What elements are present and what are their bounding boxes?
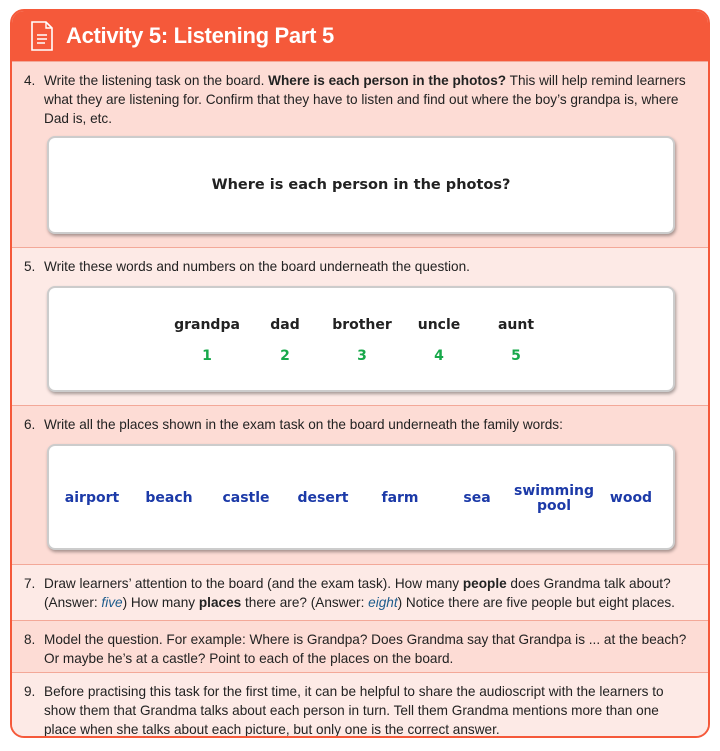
- whiteboard-family: [47, 286, 675, 392]
- family-word: grandpa: [174, 317, 240, 333]
- family-word: brother: [332, 317, 392, 333]
- step-number: 4.: [24, 73, 36, 88]
- answer-text: five: [101, 595, 123, 610]
- text-segment: Model the question. For example: Where is Grandpa? Does Grandma say that Grandpa is ... at the beach? Or maybe he’s at a castle? Point to each of the places on the board.: [44, 632, 687, 666]
- text-segment: Before practising this task for the first time, it can be helpful to share the audioscript with the learners to show them that Grandma talks about each person in turn. Tell them Grandma mentions more than one place when she talks about each picture, but only one is the correct answer.: [44, 684, 664, 737]
- activity-header: [12, 11, 708, 61]
- place-word: airport: [64, 490, 120, 506]
- step-text: [44, 257, 688, 276]
- text-segment: ) How many: [122, 595, 199, 610]
- step-4: [12, 61, 708, 247]
- text-segment: Write the listening task on the board.: [44, 73, 269, 88]
- step-5: [12, 247, 708, 405]
- step-8: [12, 620, 708, 672]
- step-9: [12, 672, 708, 738]
- step-text: [44, 415, 688, 434]
- step-number: 6.: [24, 417, 36, 432]
- text-segment: Write these words and numbers on the board underneath the question.: [44, 259, 470, 274]
- family-word: uncle: [417, 317, 461, 333]
- place-word: swimming pool: [514, 483, 595, 514]
- step-number: 9.: [24, 684, 36, 699]
- place-word: castle: [222, 490, 270, 506]
- text-segment: ) Notice there are five people but eight places.: [397, 595, 675, 610]
- board-question: Where is each person in the photos?: [211, 177, 511, 193]
- place-word: beach: [145, 490, 193, 506]
- text-segment: Draw learners’ attention to the board (and the exam task). How many: [44, 576, 463, 591]
- family-number: 3: [357, 348, 367, 364]
- activity-title: Activity 5: Listening Part 5: [66, 23, 334, 48]
- step-text: [44, 71, 688, 128]
- family-word: aunt: [497, 317, 535, 333]
- bold-text: people: [462, 576, 507, 591]
- step-7: [12, 564, 708, 620]
- place-word: wood: [609, 490, 653, 506]
- family-number: 4: [434, 348, 444, 364]
- family-word: dad: [270, 317, 300, 333]
- step-number: 8.: [24, 632, 36, 647]
- activity-card: [10, 9, 710, 738]
- text-segment: does Grandma talk about? (Answer:: [44, 576, 671, 610]
- step-number: 7.: [24, 576, 36, 591]
- whiteboard-question: [47, 136, 675, 234]
- step-number: 5.: [24, 259, 36, 274]
- text-segment: there are? (Answer:: [241, 595, 369, 610]
- step-6: [12, 405, 708, 564]
- document-icon: [30, 21, 54, 51]
- family-number: 2: [280, 348, 290, 364]
- family-number: 5: [511, 348, 521, 364]
- step-text: [44, 630, 688, 668]
- place-word: sea: [463, 490, 491, 506]
- step-text: [44, 574, 688, 612]
- text-segment: This will help remind learners what they are listening for. Confirm that they have to listen and find out where the boy’s grandpa is, where Dad is, etc.: [44, 73, 686, 126]
- family-number: 1: [202, 348, 212, 364]
- bold-text: places: [198, 595, 242, 610]
- answer-text: eight: [368, 595, 398, 610]
- text-segment: Write all the places shown in the exam task on the board underneath the family words:: [44, 417, 563, 432]
- bold-text: Where is each person in the photos?: [268, 73, 507, 88]
- step-text: [44, 682, 688, 738]
- place-word: desert: [297, 490, 349, 506]
- place-word: farm: [381, 490, 419, 506]
- whiteboard-places: [47, 444, 675, 550]
